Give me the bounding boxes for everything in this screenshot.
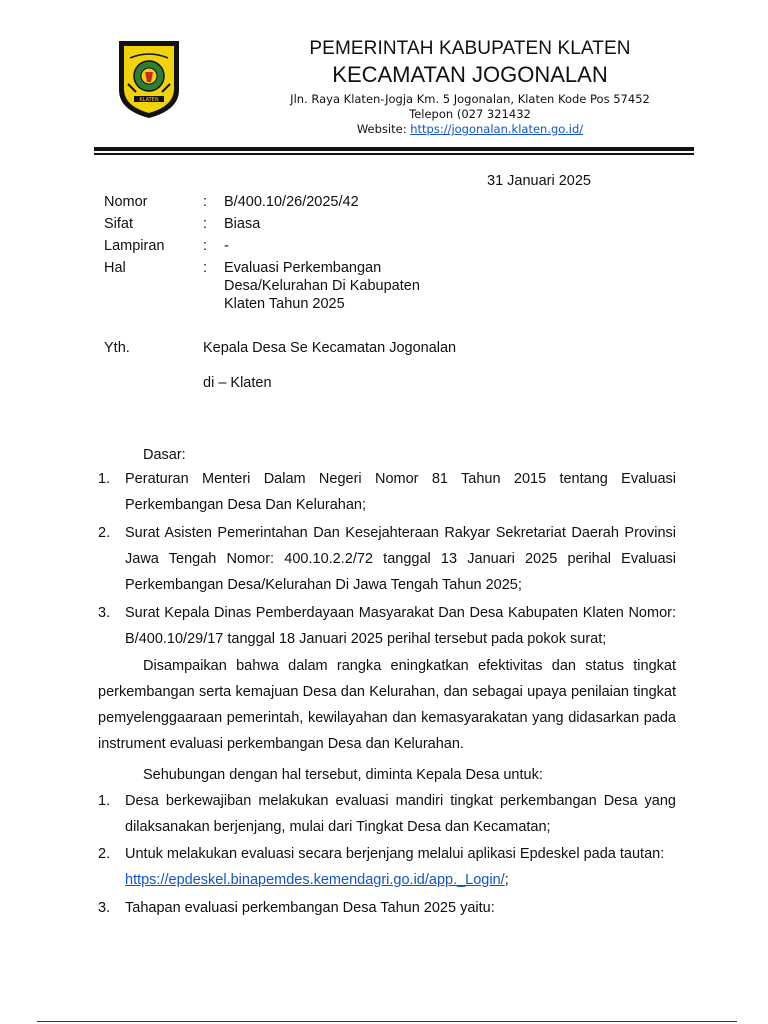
- recipient: Kepala Desa Se Kecamatan Jogonalan: [203, 340, 457, 356]
- dasar-number: 2.: [98, 525, 111, 541]
- letterhead-website: [200, 122, 740, 136]
- recipient-place: di – Klaten: [203, 375, 272, 391]
- meta-colon: :: [203, 260, 208, 276]
- website-link[interactable]: https://jogonalan.klaten.go.id/: [410, 122, 584, 136]
- website-label: Website:: [356, 122, 411, 136]
- request-item-suffix: ;: [504, 872, 509, 888]
- meta-value-hal-line3: Klaten Tahun 2025: [224, 296, 345, 312]
- letterhead-rule-thin: [94, 153, 694, 155]
- request-number: 2.: [98, 846, 111, 862]
- dasar-item: Surat Kepala Dinas Pemberdayaan Masyarakat Dan Desa Kabupaten Klaten Nomor: B/400.10/29/17 tanggal 18 Januari 2025 perihal tersebut pada pokok surat;: [125, 605, 676, 647]
- letterhead-address: Jln. Raya Klaten-Jogja Km. 5 Jogonalan, Klaten Kode Pos 57452: [290, 92, 650, 106]
- meta-value-sifat: Biasa: [224, 216, 261, 232]
- meta-value-lampiran: -: [224, 238, 229, 254]
- letterhead-rule-thick: [94, 147, 694, 151]
- meta-value-nomor: B/400.10/26/2025/42: [224, 194, 359, 210]
- meta-colon: :: [203, 216, 208, 232]
- meta-label-hal: Hal: [104, 260, 126, 276]
- dasar-item: Peraturan Menteri Dalam Negeri Nomor 81 Tahun 2015 tentang Evaluasi Perkembangan Desa Dan Kelurahan;: [125, 471, 676, 513]
- request-item: Desa berkewajiban melakukan evaluasi mandiri tingkat perkembangan Desa yang dilaksanakan berjenjang, mulai dari Tingkat Desa dan Kecamatan;: [125, 793, 676, 835]
- emblem-text: KLATEN: [139, 97, 159, 103]
- request-intro: Sehubungan dengan hal tersebut, diminta Kepala Desa untuk:: [143, 767, 543, 783]
- meta-label-sifat: Sifat: [104, 216, 134, 232]
- meta-value-hal-line2: Desa/Kelurahan Di Kabupaten: [224, 278, 420, 294]
- request-number: 1.: [98, 793, 111, 809]
- request-item-text: Untuk melakukan evaluasi secara berjenjang melalui aplikasi Epdeskel pada tautan:: [125, 846, 665, 862]
- request-item: Tahapan evaluasi perkembangan Desa Tahun 2025 yaitu:: [125, 900, 495, 916]
- letterhead-district: KECAMATAN JOGONALAN: [332, 62, 608, 87]
- letterhead-phone: Telepon (027 321432: [409, 107, 531, 121]
- meta-label-lampiran: Lampiran: [104, 238, 165, 254]
- dasar-number: 1.: [98, 471, 111, 487]
- dasar-label: Dasar:: [143, 447, 186, 463]
- meta-label-nomor: Nomor: [104, 194, 148, 210]
- letter-date: 31 Januari 2025: [487, 173, 591, 189]
- request-item: [125, 841, 676, 893]
- dasar-number: 3.: [98, 605, 111, 621]
- epdeskel-link[interactable]: https://epdeskel.binapemdes.kemendagri.go.id/app._Login/: [125, 872, 505, 888]
- body-paragraph: Disampaikan bahwa dalam rangka eningkatkan efektivitas dan status tingkat perkembangan serta kemajuan Desa dan Kelurahan, dan sebagai upaya penilaian tingkat pemyelenggaaraan pemerintah, kewilayahan dan kemasyarakatan yang didasarkan pada instrument evaluasi perkembangan Desa dan Kelurahan.: [98, 658, 676, 752]
- klaten-emblem-icon: [116, 38, 182, 120]
- page-footer-line: [37, 1021, 737, 1022]
- letterhead-government: PEMERINTAH KABUPATEN KLATEN: [309, 38, 631, 59]
- meta-value-hal-line1: Evaluasi Perkembangan: [224, 260, 382, 276]
- meta-colon: :: [203, 238, 208, 254]
- meta-colon: :: [203, 194, 208, 210]
- dasar-item: Surat Asisten Pemerintahan Dan Kesejahteraan Rakyar Sekretariat Daerah Provinsi Jawa Tengah Nomor: 400.10.2.2/72 tanggal 13 Januari 2025 perihal Evaluasi Perkembangan Desa/Kelurahan Di Jawa Tengah Tahun 2025;: [125, 525, 676, 593]
- yth-label: Yth.: [104, 340, 130, 356]
- request-number: 3.: [98, 900, 111, 916]
